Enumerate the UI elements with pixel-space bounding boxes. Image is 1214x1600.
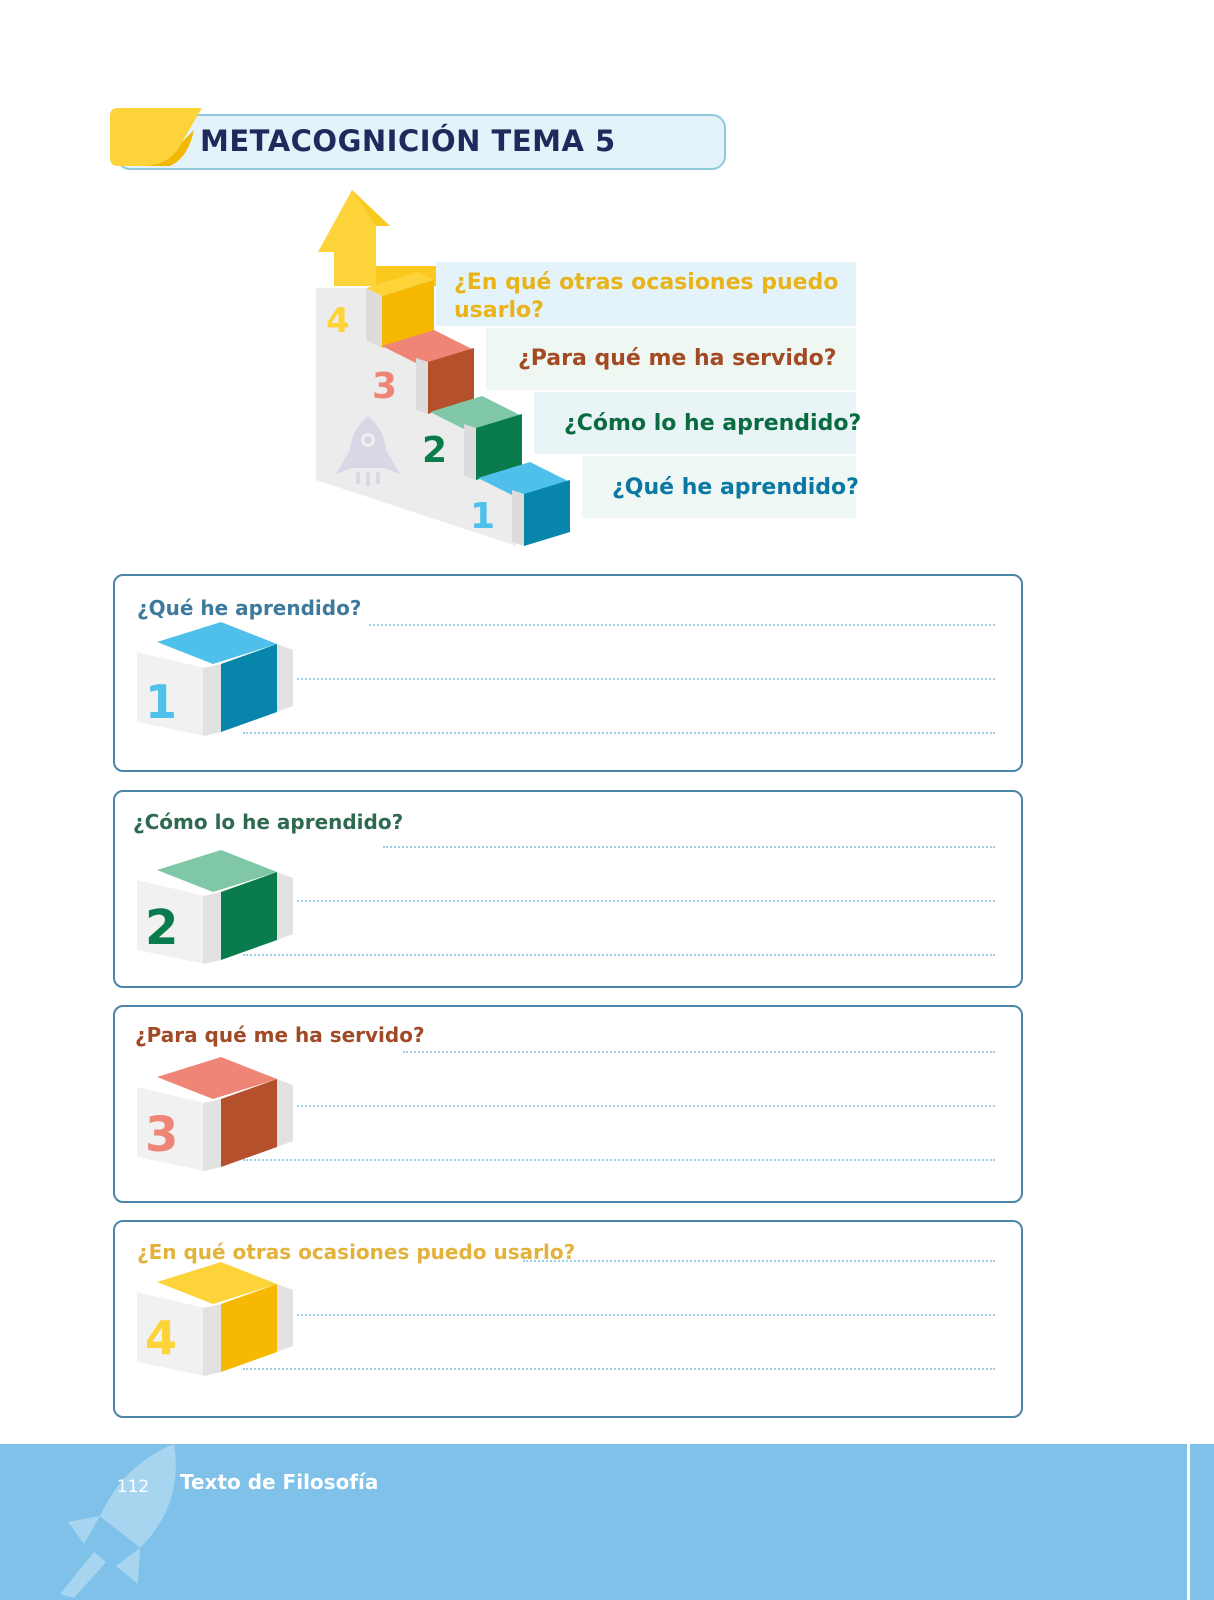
answer-line[interactable] xyxy=(243,1368,995,1370)
stair-question-4a: ¿En qué otras ocasiones puedo xyxy=(454,270,839,295)
stair-question-1: ¿Qué he aprendido? xyxy=(612,475,859,500)
stairs-illustration xyxy=(316,190,876,560)
footer-edge xyxy=(1187,1444,1190,1600)
stair-question-3: ¿Para qué me ha servido? xyxy=(518,346,837,371)
cube-number-2: 2 xyxy=(145,900,179,956)
step-number-1: 1 xyxy=(470,496,496,537)
cube-4-icon xyxy=(137,1262,297,1382)
cube-number-4: 4 xyxy=(145,1311,178,1365)
box-question-3: ¿Para qué me ha servido? xyxy=(135,1023,425,1047)
answer-line[interactable] xyxy=(243,1159,995,1161)
cube-2-icon xyxy=(137,850,297,970)
answer-line[interactable] xyxy=(297,678,995,680)
box-question-1: ¿Qué he aprendido? xyxy=(137,596,362,620)
stair-question-2: ¿Cómo lo he aprendido? xyxy=(564,411,862,436)
answer-box-4 xyxy=(113,1220,1023,1418)
answer-box-1 xyxy=(113,574,1023,772)
cube-number-3: 3 xyxy=(145,1107,179,1163)
page-number: 112 xyxy=(116,1477,150,1497)
cube-number-1: 1 xyxy=(145,675,178,729)
stair-question-4b: usarlo? xyxy=(454,298,544,323)
title-tab-icon xyxy=(110,108,202,166)
answer-line[interactable] xyxy=(297,1105,995,1107)
answer-line[interactable] xyxy=(523,1260,995,1262)
answer-line[interactable] xyxy=(297,900,995,902)
answer-box-2 xyxy=(113,790,1023,988)
answer-box-3 xyxy=(113,1005,1023,1203)
answer-line[interactable] xyxy=(243,954,995,956)
answer-line[interactable] xyxy=(243,732,995,734)
answer-line[interactable] xyxy=(369,624,995,626)
rocket-watermark-icon xyxy=(54,1444,184,1600)
box-question-2: ¿Cómo lo he aprendido? xyxy=(133,810,404,834)
book-title: Texto de Filosofía xyxy=(180,1470,379,1494)
cube-1-icon xyxy=(137,622,297,742)
box-question-4: ¿En qué otras ocasiones puedo usarlo? xyxy=(137,1240,576,1264)
answer-line[interactable] xyxy=(297,1314,995,1316)
step-number-4: 4 xyxy=(326,301,350,341)
page-title: METACOGNICIÓN TEMA 5 xyxy=(200,124,616,158)
step-number-3: 3 xyxy=(372,366,398,407)
answer-line[interactable] xyxy=(383,846,995,848)
footer-bar xyxy=(0,1444,1214,1600)
answer-line[interactable] xyxy=(403,1051,995,1053)
cube-3-icon xyxy=(137,1057,297,1177)
step-number-2: 2 xyxy=(422,430,448,471)
